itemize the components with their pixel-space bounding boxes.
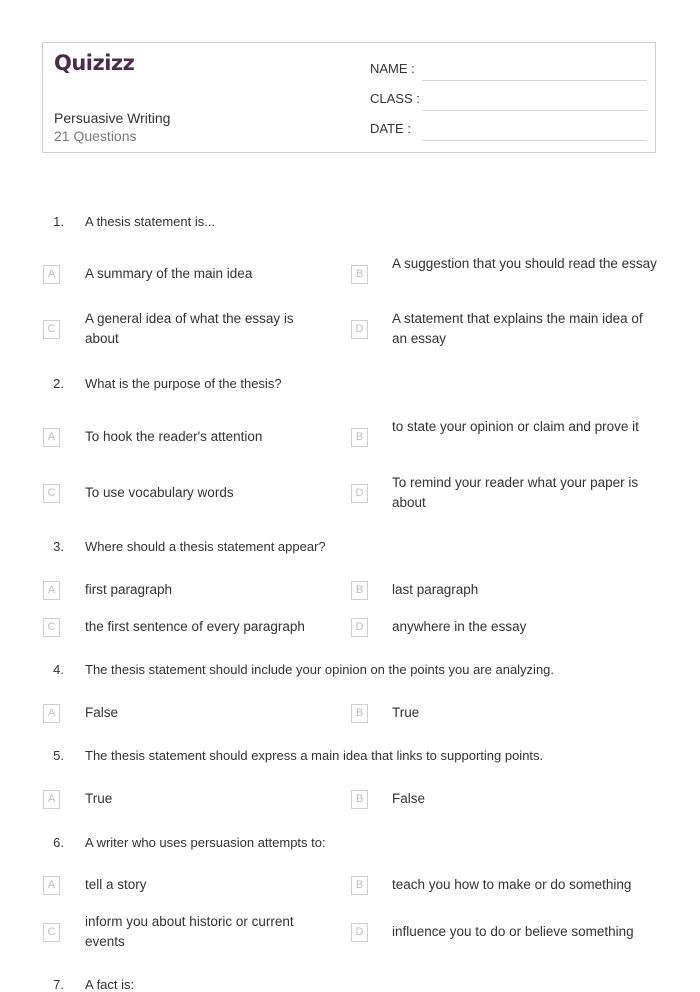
question-number: 2. <box>53 376 64 391</box>
worksheet-title: Persuasive Writing <box>54 110 171 126</box>
question-text: Where should a thesis statement appear? <box>85 539 326 554</box>
date-line[interactable] <box>422 140 647 141</box>
option-text: tell a story <box>85 877 147 892</box>
question-text: The thesis statement should express a main idea that links to supporting points. <box>85 748 544 763</box>
option-text: A general idea of what the essay is about <box>85 311 294 346</box>
option-text: the first sentence of every paragraph <box>85 619 305 634</box>
name-label: NAME : <box>370 61 415 76</box>
option-text: False <box>392 791 426 806</box>
class-field[interactable] <box>370 91 647 111</box>
option-text: last paragraph <box>392 582 479 597</box>
option-text: influence you to do or believe something <box>392 924 634 939</box>
option-text: To use vocabulary words <box>85 485 234 500</box>
question-text: What is the purpose of the thesis? <box>85 376 282 391</box>
option-letter-box[interactable]: C <box>43 923 60 942</box>
question-text: A fact is: <box>85 977 135 992</box>
option-letter-box[interactable]: B <box>351 704 368 723</box>
option-letter-box[interactable]: D <box>351 618 368 637</box>
option-letter-box[interactable]: A <box>43 581 60 600</box>
option-text: first paragraph <box>85 582 173 597</box>
option-letter-box[interactable]: D <box>351 320 368 339</box>
option-letter-box[interactable]: B <box>351 428 368 447</box>
question-number: 1. <box>53 214 64 229</box>
option-text: to state your opinion or claim and prove it <box>392 419 639 434</box>
question-text: The thesis statement should include your opinion on the points you are analyzing. <box>85 662 555 677</box>
option-letter-box[interactable]: B <box>351 790 368 809</box>
option-letter-box[interactable]: B <box>351 581 368 600</box>
option-letter-box[interactable]: C <box>43 484 60 503</box>
class-label: CLASS : <box>370 91 420 106</box>
option-text: anywhere in the essay <box>392 619 527 634</box>
option-letter-box[interactable]: C <box>43 618 60 637</box>
option-letter-box[interactable]: A <box>43 428 60 447</box>
option-text: A statement that explains the main idea of an essay <box>392 311 643 346</box>
option-text: To hook the reader's attention <box>85 429 263 444</box>
quizizz-logo: Quizizz <box>54 51 135 75</box>
option-letter-box[interactable]: B <box>351 876 368 895</box>
option-text: inform you about historic or current events <box>85 914 294 949</box>
option-letter-box[interactable]: C <box>43 320 60 339</box>
date-field[interactable] <box>370 121 647 141</box>
class-line[interactable] <box>422 110 647 111</box>
question-number: 3. <box>53 539 64 554</box>
option-text: A summary of the main idea <box>85 266 253 281</box>
worksheet-header <box>42 42 656 153</box>
option-text: True <box>392 705 420 720</box>
option-text: teach you how to make or do something <box>392 877 632 892</box>
option-letter-box[interactable]: D <box>351 923 368 942</box>
option-text: To remind your reader what your paper is about <box>392 475 639 510</box>
date-label: DATE : <box>370 121 411 136</box>
name-field[interactable] <box>370 61 647 81</box>
question-count: 21 Questions <box>54 128 137 144</box>
option-text: True <box>85 791 113 806</box>
question-number: 7. <box>53 977 64 992</box>
option-letter-box[interactable]: A <box>43 876 60 895</box>
option-text: False <box>85 705 119 720</box>
option-letter-box[interactable]: A <box>43 265 60 284</box>
question-text: A thesis statement is... <box>85 214 216 229</box>
option-text: A suggestion that you should read the essay <box>392 256 657 271</box>
question-number: 6. <box>53 835 64 850</box>
option-letter-box[interactable]: D <box>351 484 368 503</box>
question-number: 4. <box>53 662 64 677</box>
name-line[interactable] <box>422 80 647 81</box>
option-letter-box[interactable]: B <box>351 265 368 284</box>
option-letter-box[interactable]: A <box>43 790 60 809</box>
option-letter-box[interactable]: A <box>43 704 60 723</box>
question-text: A writer who uses persuasion attempts to: <box>85 835 326 850</box>
question-number: 5. <box>53 748 64 763</box>
